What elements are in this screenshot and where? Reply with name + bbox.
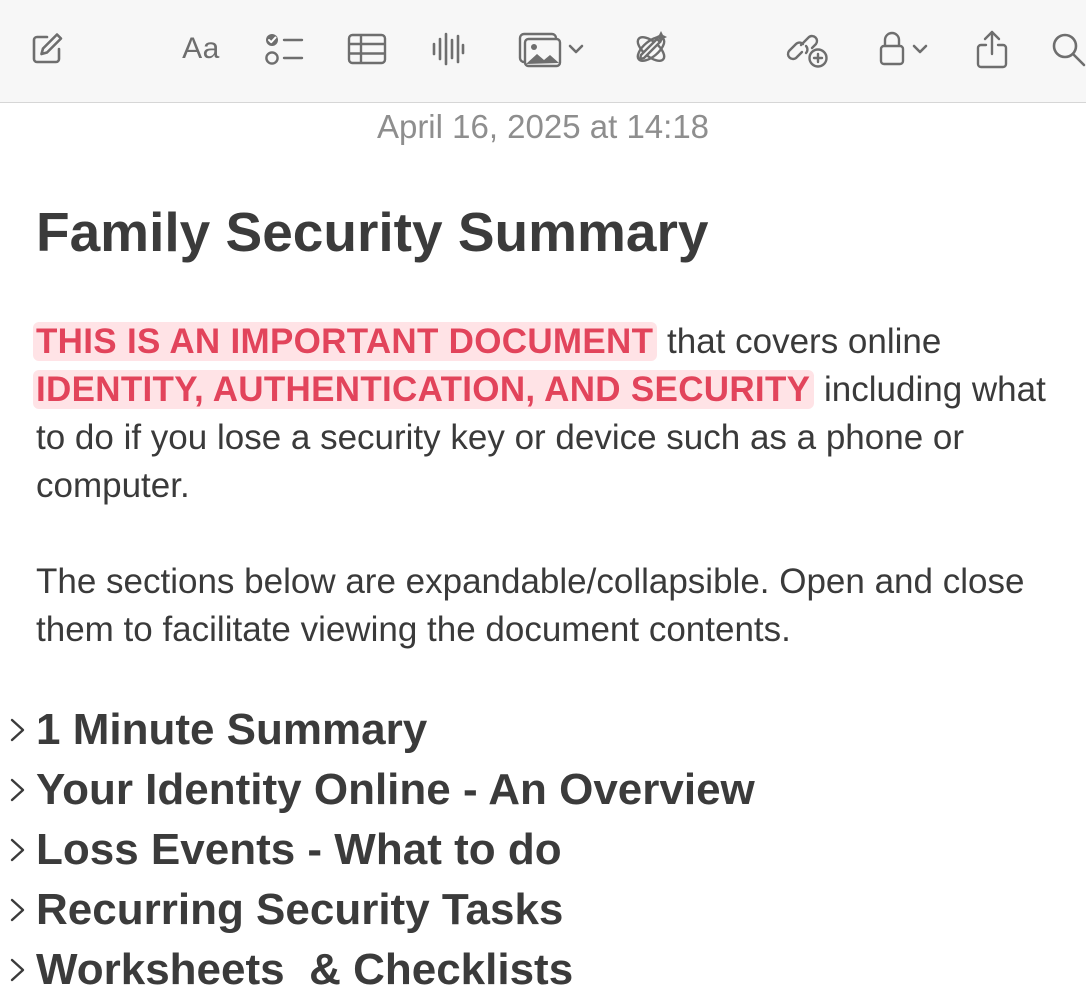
- section-worksheets-checklists[interactable]: [0, 940, 1086, 1000]
- text-format-icon: Aa: [182, 32, 220, 65]
- chevron-right-icon[interactable]: [7, 716, 29, 744]
- search-button[interactable]: [1050, 26, 1086, 72]
- section-loss-events[interactable]: [0, 820, 1086, 880]
- media-button[interactable]: [512, 26, 590, 72]
- audio-button[interactable]: [430, 26, 466, 72]
- section-identity-overview[interactable]: [0, 760, 1086, 820]
- collapsible-sections: [0, 700, 1086, 1000]
- toolbar: [0, 0, 1086, 103]
- chevron-right-icon[interactable]: [7, 956, 29, 984]
- intro-paragraph[interactable]: [36, 318, 1066, 510]
- share-icon: [975, 29, 1009, 69]
- lock-icon: [878, 30, 906, 68]
- table-icon: [347, 32, 387, 66]
- share-button[interactable]: [974, 26, 1010, 72]
- highlight-important: THIS IS AN IMPORTANT DOCUMENT: [33, 322, 657, 361]
- collaborate-icon: [786, 29, 830, 69]
- chevron-right-icon[interactable]: [7, 776, 29, 804]
- section-heading: Worksheets & Checklists: [36, 945, 574, 994]
- chevron-down-icon: [568, 43, 584, 55]
- section-1-minute-summary[interactable]: [0, 700, 1086, 760]
- instructions-paragraph[interactable]: The sections below are expandable/collapsible. Open and close them to facilitate viewing the document contents.: [36, 562, 1025, 649]
- checklist-button[interactable]: [262, 26, 306, 72]
- search-icon: [1050, 31, 1086, 67]
- lock-button[interactable]: [874, 26, 932, 72]
- writing-tools-icon: [631, 29, 671, 69]
- chevron-right-icon[interactable]: [7, 836, 29, 864]
- highlight-identity: IDENTITY, AUTHENTICATION, AND SECURITY: [33, 370, 814, 409]
- media-icon: [518, 30, 562, 68]
- intro-text-1: that covers online: [657, 322, 942, 361]
- note-title[interactable]: Family Security Summary: [36, 201, 709, 263]
- section-heading: 1 Minute Summary: [36, 705, 428, 754]
- section-recurring-tasks[interactable]: [0, 880, 1086, 940]
- section-heading: Loss Events - What to do: [36, 825, 562, 874]
- section-heading: Recurring Security Tasks: [36, 885, 564, 934]
- table-button[interactable]: [346, 26, 388, 72]
- writing-tools-button[interactable]: [630, 26, 672, 72]
- audio-waveform-icon: [431, 31, 465, 67]
- intro-text-2: including what to do if you lose a security key or device such as a phone or computer.: [36, 370, 1046, 505]
- checklist-icon: [263, 31, 305, 67]
- compose-button[interactable]: [26, 26, 68, 72]
- section-heading: Your Identity Online - An Overview: [36, 765, 755, 814]
- note-date: April 16, 2025 at 14:18: [376, 108, 710, 145]
- text-format-button[interactable]: [178, 26, 224, 72]
- chevron-down-icon: [912, 43, 928, 55]
- collaborate-button[interactable]: [786, 26, 830, 72]
- compose-icon: [29, 31, 65, 67]
- chevron-right-icon[interactable]: [7, 896, 29, 924]
